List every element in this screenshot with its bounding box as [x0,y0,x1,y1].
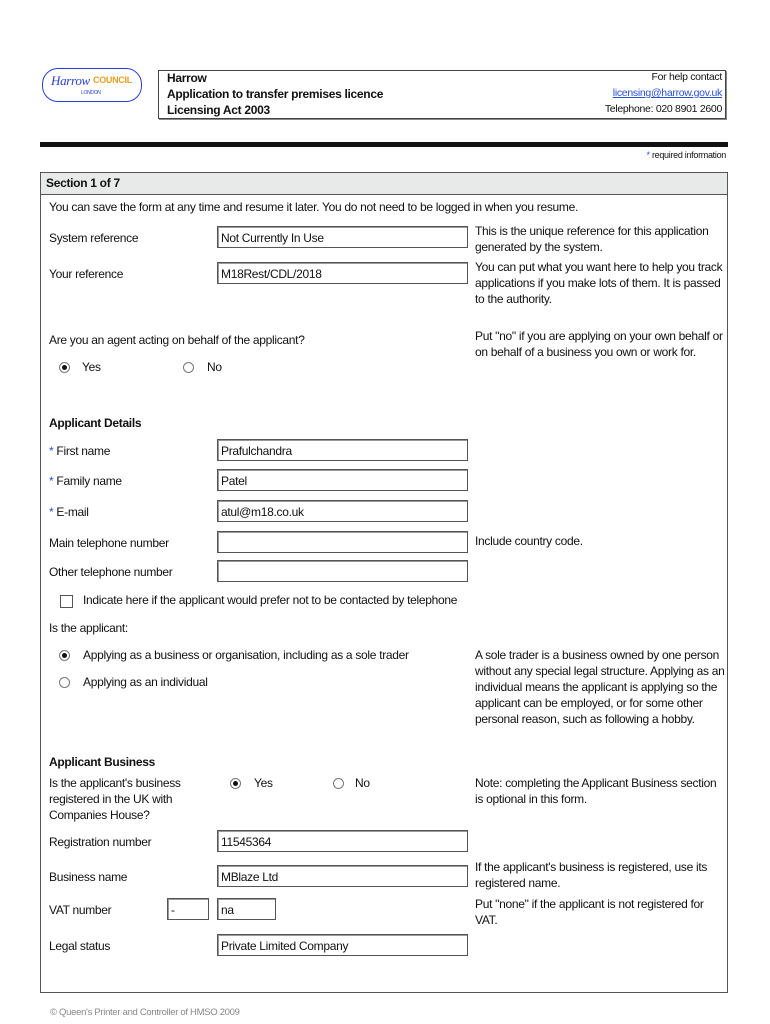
help-email-link[interactable]: licensing@harrow.gov.uk [612,87,722,99]
header-box [158,70,726,119]
business-name-help: If the applicant's business is registered, use its registered name. [475,860,708,890]
agent-no-radio[interactable] [183,362,194,373]
your-reference-label: Your reference [49,267,124,281]
your-reference-help: You can put what you want here to help you track applications if you make lots of them. It is passed to the authority. [475,260,723,306]
applicant-type-help: A sole trader is a business owned by one person without any special legal structure. Applying as an individual means the applicant is applying so the applicant can be employed, or for some other personal reason, such as following a hobby. [475,648,725,726]
vat-number-input[interactable]: na [217,898,276,920]
email-input[interactable]: atul@m18.co.uk [217,500,468,522]
email-label: * E-mail [49,505,89,519]
business-radio[interactable] [59,650,70,661]
other-telephone-label: Other telephone number [49,565,173,579]
no-phone-label: Indicate here if the applicant would prefer not to be contacted by telephone [83,593,458,607]
vat-help: Put "none" if the applicant is not registered for VAT. [475,897,704,927]
registered-yes-radio[interactable] [230,778,241,789]
individual-radio[interactable] [59,677,70,688]
registered-yes-label: Yes [254,776,273,790]
agent-yes-label: Yes [82,360,101,374]
vat-prefix-input[interactable]: - [167,898,209,920]
help-contact-label: For help contact [651,71,722,83]
no-phone-checkbox[interactable] [60,595,73,608]
agent-help: Put "no" if you are applying on your own behalf or on behalf of a business you own or work for. [475,329,723,359]
act-name: Licensing Act 2003 [167,103,270,117]
system-reference-field: Not Currently In Use [217,226,468,248]
harrow-council-logo: Harrow COUNCIL LONDON [42,68,142,102]
registered-no-label: No [355,776,370,790]
section-header: Section 1 of 7 [41,173,727,195]
help-telephone: Telephone: 020 8901 2600 [604,103,722,115]
main-telephone-input[interactable] [217,531,468,553]
agent-no-label: No [207,360,222,374]
agent-yes-radio[interactable] [59,362,70,373]
form-title: Application to transfer premises licence [167,87,384,101]
your-reference-input[interactable]: M18Rest/CDL/2018 [217,262,468,284]
copyright-footer: © Queen's Printer and Controller of HMSO 2009 [50,1007,240,1018]
business-name-label: Business name [49,870,128,884]
first-name-label: * First name [49,444,111,458]
first-name-input[interactable]: Prafulchandra [217,439,468,461]
main-telephone-help: Include country code. [475,534,583,548]
individual-radio-label: Applying as an individual [83,675,208,689]
section-intro: You can save the form at any time and resume it later. You do not need to be logged in when you resume. [49,200,579,214]
registration-number-label: Registration number [49,835,152,849]
vat-number-label: VAT number [49,903,112,917]
system-reference-help: This is the unique reference for this application generated by the system. [475,224,709,254]
applicant-type-question: Is the applicant: [49,621,128,635]
divider-bar [40,142,728,147]
main-telephone-label: Main telephone number [49,536,169,550]
required-note: * required information [646,150,726,160]
business-name-input[interactable]: MBlaze Ltd [217,865,468,887]
business-radio-label: Applying as a business or organisation, including as a sole trader [83,648,409,662]
legal-status-select[interactable]: Private Limited Company [217,934,468,956]
system-reference-label: System reference [49,231,139,245]
applicant-business-heading: Applicant Business [49,755,155,769]
agent-question: Are you an agent acting on behalf of the applicant? [49,333,305,347]
org-name: Harrow [167,71,207,85]
family-name-label: * Family name [49,474,122,488]
legal-status-label: Legal status [49,939,111,953]
other-telephone-input[interactable] [217,560,468,582]
registered-no-radio[interactable] [333,778,344,789]
registered-help: Note: completing the Applicant Business section is optional in this form. [475,776,717,806]
family-name-input[interactable]: Patel [217,469,468,491]
registration-number-input[interactable]: 11545364 [217,830,468,852]
registered-question: Is the applicant's business registered in the UK with Companies House? [49,776,181,822]
applicant-details-heading: Applicant Details [49,416,142,430]
